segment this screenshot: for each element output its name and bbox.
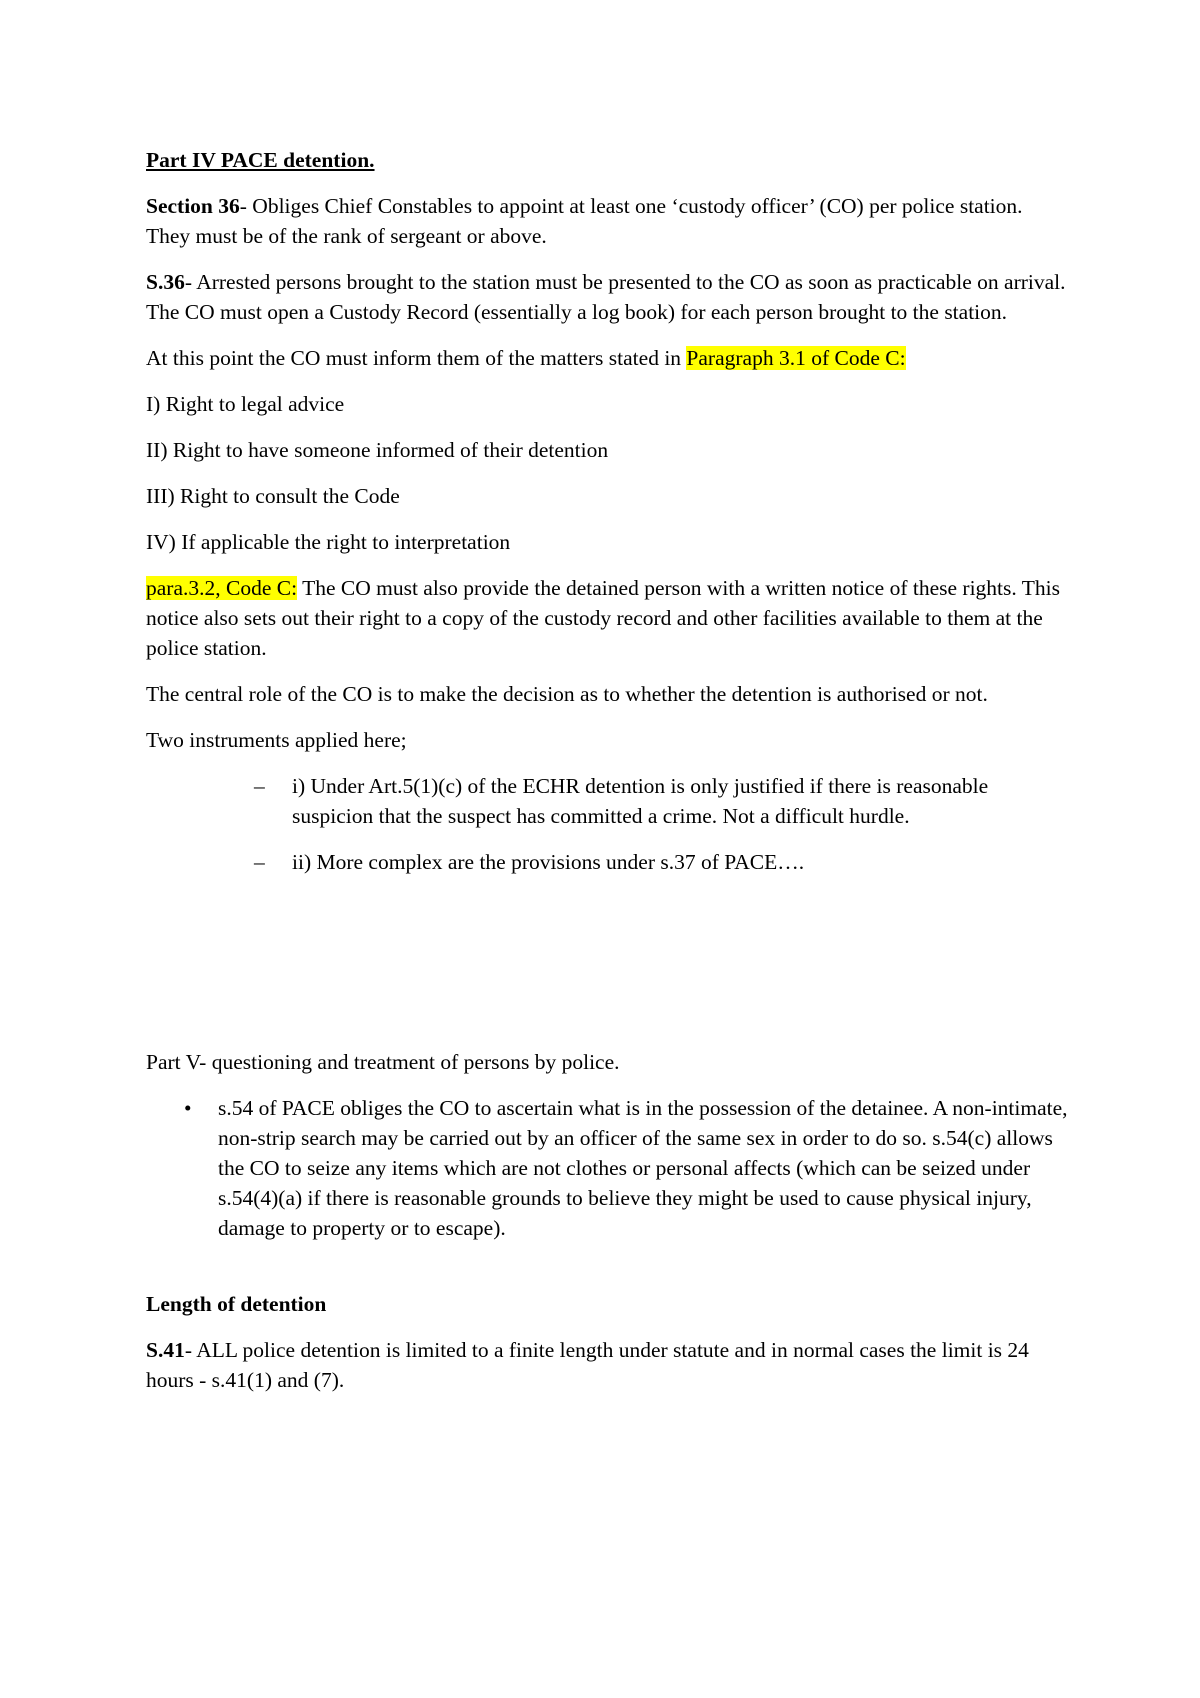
paragraph-inform xyxy=(146,343,1071,373)
list-item xyxy=(146,1093,1071,1243)
instrument-text: ii) More complex are the provisions under s.37 of PACE…. xyxy=(292,850,805,874)
paragraph-s36-arrested xyxy=(146,267,1071,327)
dash-marker: – xyxy=(254,774,265,798)
part-v-list xyxy=(146,1093,1071,1243)
right-item: II) Right to have someone informed of their detention xyxy=(146,438,609,462)
s41-text: - ALL police detention is limited to a finite length under statute and in normal cases the limit is 24 hours - s.41(1) and (7). xyxy=(146,1338,1029,1392)
bullet-marker: • xyxy=(184,1096,192,1120)
heading-part-v: Part V- questioning and treatment of persons by police. xyxy=(146,1050,620,1074)
paragraph-s41 xyxy=(146,1335,1071,1395)
right-item: I) Right to legal advice xyxy=(146,392,345,416)
part-v-bullet-text: s.54 of PACE obliges the CO to ascertain what is in the possession of the detainee. A non-intimate, non-strip search may be carried out by an officer of the same sex in order to do so. s.54(c) allows the CO to seize any items which are not clothes or personal affects (which can be seized under s.54(4)(a) if there is reasonable grounds to believe they might be used to cause physical injury, damage to property or to escape). xyxy=(218,1096,1068,1240)
paragraph-instruments-intro: Two instruments applied here; xyxy=(146,728,407,752)
inform-text: At this point the CO must inform them of the matters stated in xyxy=(146,346,687,370)
paragraph-section-36 xyxy=(146,191,1071,251)
s36-label: S.36 xyxy=(146,270,185,294)
instruments-list xyxy=(146,771,1071,877)
blank-space xyxy=(146,893,1071,1047)
paragraph-3-1-highlight: Paragraph 3.1 of Code C: xyxy=(686,346,906,370)
para-3-2-text: The CO must also provide the detained person with a written notice of these rights. This notice also sets out their right to a copy of the custody record and other facilities available to them at the police station. xyxy=(146,576,1060,660)
s41-label: S.41 xyxy=(146,1338,185,1362)
dash-marker: – xyxy=(254,850,265,874)
heading-part-iv-text: Part IV PACE detention. xyxy=(146,148,375,172)
list-item xyxy=(146,847,1071,877)
heading-length-of-detention xyxy=(146,1289,1071,1319)
heading-part-iv xyxy=(146,145,1071,175)
section-36-text: - Obliges Chief Constables to appoint at least one ‘custody officer’ (CO) per police station. They must be of the rank of sergeant or above. xyxy=(146,194,1023,248)
s36-text: - Arrested persons brought to the station must be presented to the CO as soon as practicable on arrival. The CO must open a Custody Record (essentially a log book) for each person brought to the station. xyxy=(146,270,1066,324)
blank-space xyxy=(146,1259,1071,1289)
instrument-text: i) Under Art.5(1)(c) of the ECHR detention is only justified if there is reasonable suspicion that the suspect has committed a crime. Not a difficult hurdle. xyxy=(292,774,989,828)
heading-length-text: Length of detention xyxy=(146,1292,327,1316)
right-item: III) Right to consult the Code xyxy=(146,484,400,508)
document-body xyxy=(146,145,1071,1411)
para-3-2-highlight: para.3.2, Code C: xyxy=(146,576,298,600)
section-36-label: Section 36 xyxy=(146,194,240,218)
right-item: IV) If applicable the right to interpretation xyxy=(146,530,511,554)
list-item xyxy=(146,771,1071,831)
paragraph-central-role: The central role of the CO is to make the decision as to whether the detention is authorised or not. xyxy=(146,682,988,706)
paragraph-para-3-2 xyxy=(146,573,1071,663)
